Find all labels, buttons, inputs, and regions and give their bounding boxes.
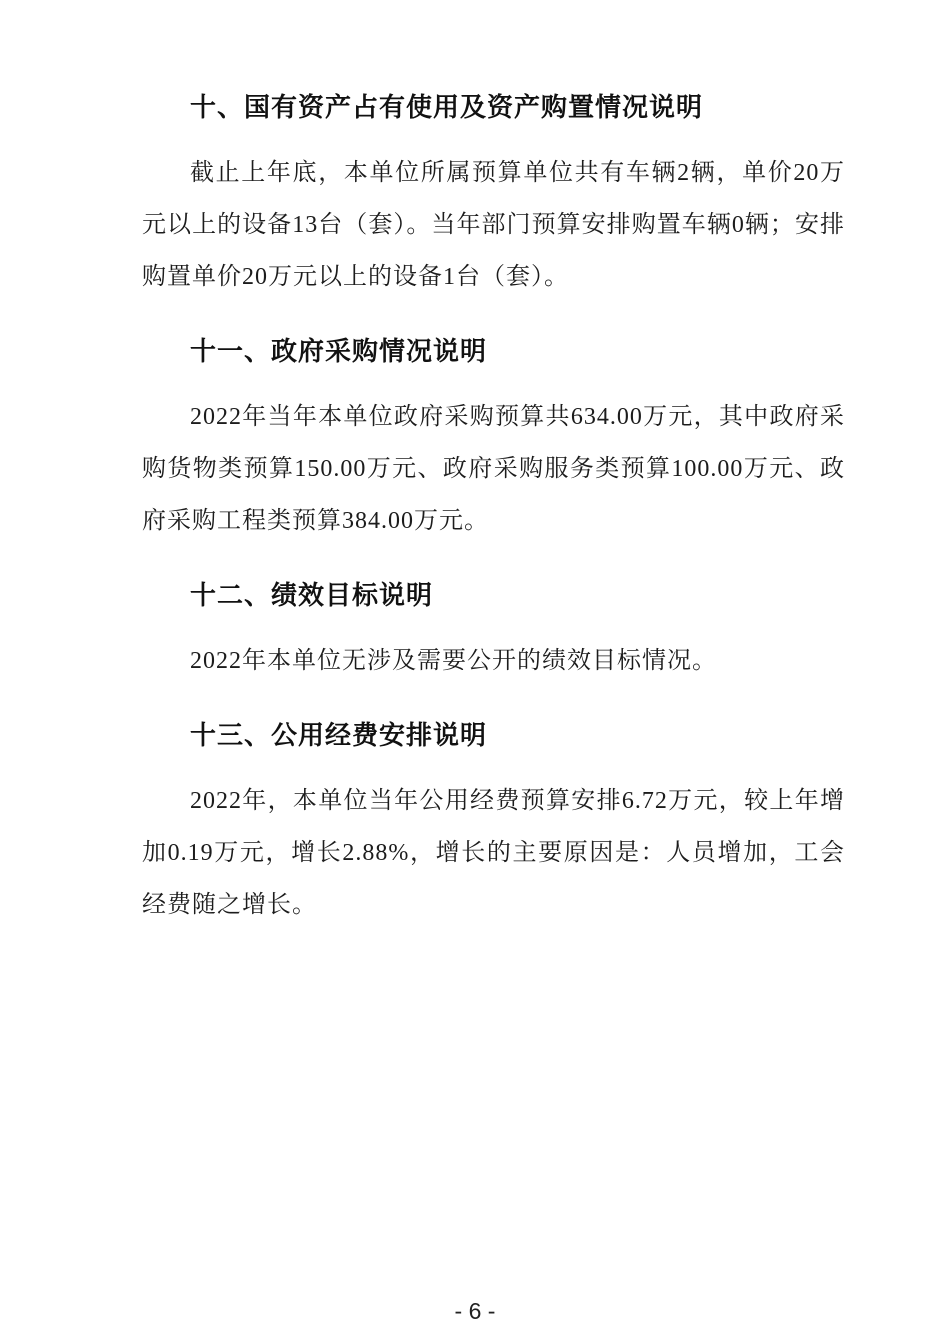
- section-paragraph: 2022年当年本单位政府采购预算共634.00万元，其中政府采购货物类预算150.00万元、政府采购服务类预算100.00万元、政府采购工程类预算384.00万元。: [142, 404, 845, 534]
- section-government-procurement: [142, 333, 845, 547]
- section-paragraph: 截止上年底，本单位所属预算单位共有车辆2辆，单价20万元以上的设备13台（套）。当年部门预算安排购置车辆0辆；安排购置单价20万元以上的设备1台（套）。: [142, 160, 845, 290]
- section-heading: 十二、绩效目标说明: [190, 580, 434, 610]
- section-heading: 十三、公用经费安排说明: [190, 720, 488, 750]
- section-paragraph: 2022年，本单位当年公用经费预算安排6.72万元，较上年增加0.19万元，增长2.88%，增长的主要原因是：人员增加，工会经费随之增长。: [142, 788, 845, 918]
- section-heading: 十一、政府采购情况说明: [190, 336, 488, 366]
- section-state-assets: [142, 89, 845, 303]
- page-number: - 6 -: [454, 1298, 496, 1324]
- section-paragraph: 2022年本单位无涉及需要公开的绩效目标情况。: [190, 648, 717, 674]
- section-public-expenses: [142, 717, 845, 931]
- section-heading: 十、国有资产占有使用及资产购置情况说明: [190, 92, 704, 122]
- section-performance-targets: [142, 577, 845, 687]
